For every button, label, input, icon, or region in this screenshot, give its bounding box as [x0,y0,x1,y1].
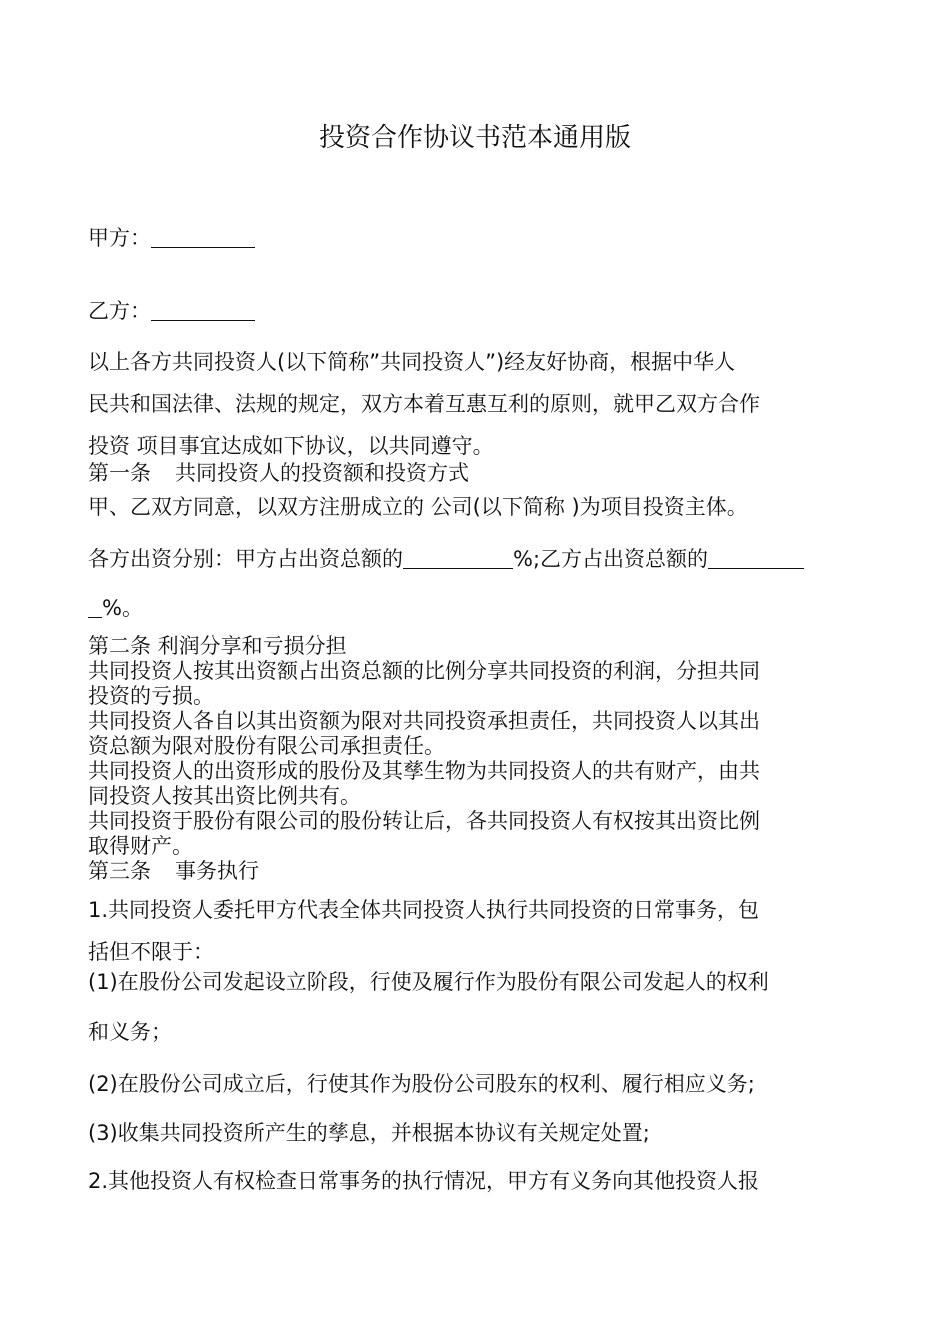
party-a-blank [151,225,255,248]
preamble-line: 投资 项目事宜达成如下协议，以共同遵守。 [88,434,494,458]
article3-sub2: (2)在股份公司成立后，行使其作为股份公司股东的权利、履行相应义务; [88,1072,755,1096]
party-b-blank [151,298,255,321]
preamble-paragraph [88,341,864,467]
party-b-share-blank [708,546,804,569]
article3-line: 1.共同投资人委托甲方代表全体共同投资人执行共同投资的日常事务，包 [88,898,760,922]
article2-line: 取得财产。 [88,834,193,858]
contribution-line-end [88,594,864,622]
article2-section [88,634,864,859]
contribution-line [88,545,864,573]
party-a-share-blank [403,546,513,569]
article3-title: 事务执行 [175,859,259,883]
party-a-line [88,224,864,252]
article2-line: 同投资人按其出资比例共有。 [88,784,361,808]
article3-item2: 2.其他投资人有权检查日常事务的执行情况，甲方有义务向其他投资人报 [88,1169,760,1193]
contribution-prefix: 各方出资分别：甲方占出资总额的 [88,547,403,571]
document-title: 投资合作协议书范本通用版 [318,123,631,153]
article2-line: 共同投资人的出资形成的股份及其孳生物为共同投资人的共有财产，由共 [88,759,760,783]
party-b-share-blank-cont [88,595,102,618]
party-b-line [88,297,864,325]
preamble-line: 民共和国法律、法规的规定，双方本着互惠互利的原则，就甲乙双方合作 [88,392,760,416]
article2-heading: 第二条 利润分享和亏损分担 [88,634,347,658]
contribution-mid: %;乙方占出资总额的 [513,547,709,571]
article3-heading [88,857,864,885]
article2-line: 共同投资于股份有限公司的股份转让后，各共同投资人有权按其出资比例 [88,809,760,833]
preamble-line: 以上各方共同投资人(以下简称”共同投资人”)经友好协商，根据中华人 [88,350,736,374]
article1-text: 甲、乙双方同意，以双方注册成立的 公司(以下简称 )为项目投资主体。 [88,495,748,519]
article3-sub1-line1: (1)在股份公司发起设立阶段，行使及履行作为股份有限公司发起人的权利 [88,970,769,994]
article3-number: 第三条 [88,859,151,883]
article3-line: 括但不限于： [88,940,214,964]
party-a-label: 甲方： [88,226,151,250]
article1-number: 第一条 [88,461,151,485]
article2-line: 投资的亏损。 [88,684,214,708]
article1-title: 共同投资人的投资额和投资方式 [175,461,469,485]
article3-item1 [88,889,864,973]
article2-line: 共同投资人各自以其出资额为限对共同投资承担责任，共同投资人以其出 [88,709,760,733]
article2-line: 资总额为限对股份有限公司承担责任。 [88,734,445,758]
article1-heading [88,459,864,487]
article3-sub3: (3)收集共同投资所产生的孳息，并根据本协议有关规定处置; [88,1121,650,1145]
article2-line: 共同投资人按其出资额占出资总额的比例分享共同投资的利润，分担共同 [88,659,760,683]
party-b-label: 乙方： [88,299,151,323]
article3-sub1-line2: 和义务； [88,1020,172,1044]
contribution-end: %。 [102,596,143,620]
